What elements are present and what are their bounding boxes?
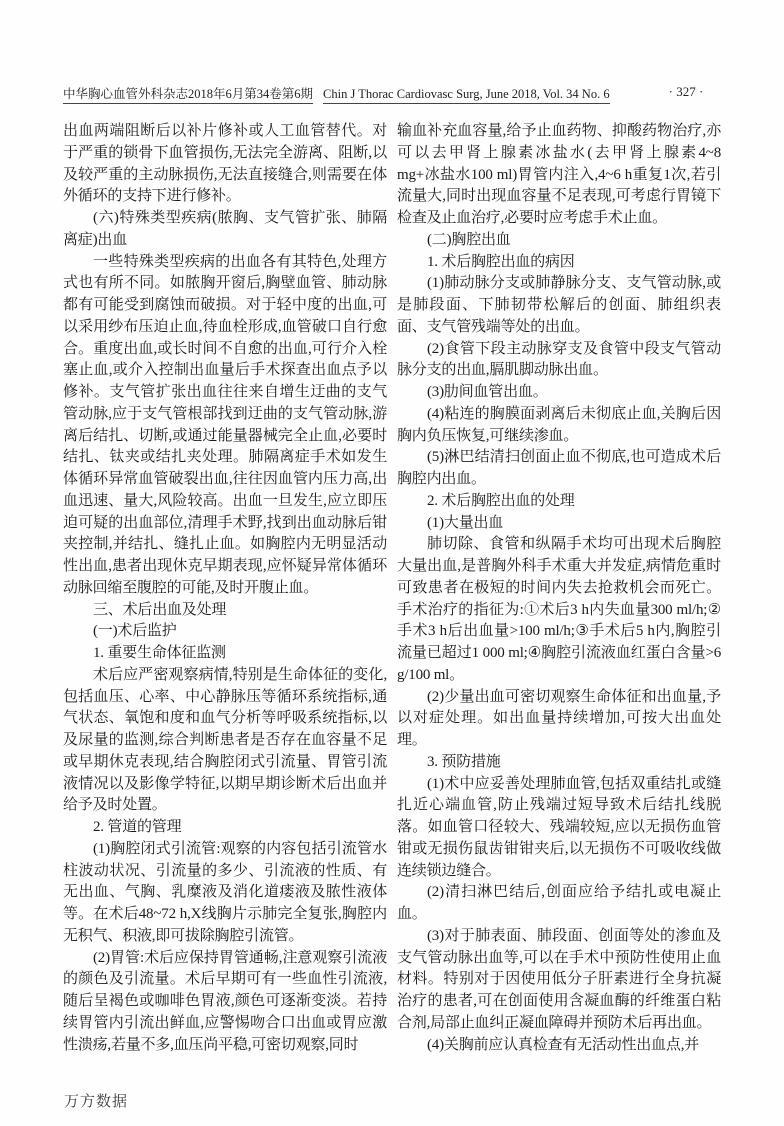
paragraph: (2)清扫淋巴结后,创面应给予结扎或电凝止血。 xyxy=(397,884,721,922)
paragraph: (二)胸腔出血 xyxy=(427,231,511,248)
paragraph: 2. 术后胸腔出血的处理 xyxy=(427,492,575,509)
paragraph: 2. 管道的管理 xyxy=(93,819,182,835)
paragraph: (4)粘连的胸膜面剥离后未彻底止血,关胸后因胸内负压恢复,可继续渗血。 xyxy=(397,405,721,444)
paragraph: (1)大量出血 xyxy=(427,514,504,531)
paragraph: 3. 预防措施 xyxy=(427,753,501,770)
paragraph: (2)胃管:术后应保持胃管通畅,注意观察引流液的颜色及引流量。术后早期可有一些血性引流液,随后呈褐色或咖啡色胃液,颜色可逐渐变淡。若持续胃管内引流出鲜血,应警惕吻合口出血或胃应激性溃疡,若量不多,血压尚平稳,可密切观察,同时 xyxy=(63,949,387,1053)
paragraph: (2)少量出血可密切观察生命体征和出血量,予以对症处理。如出血量持续增加,可按大出血处理。 xyxy=(397,688,721,748)
page-number: · 327 · xyxy=(668,84,704,99)
paragraph: 术后应严密观察病情,特别是生命体征的变化,包括血压、心率、中心静脉压等循环系统指标,通气状态、氧饱和度和血气分析等呼吸系统指标,以及尿量的监测,综合判断患者是否存在血容量不足或早期休克表现,结合胸腔闭式引流量、胃管引流液情况以及影像学特征,以期早期诊断术后出血并给予及时处置。 xyxy=(63,666,387,814)
paragraph: (2)食管下段主动脉穿支及食管中段支气管动脉分支的出血,膈肌脚动脉出血。 xyxy=(397,340,721,379)
paragraph: (六)特殊类型疾病(脓胸、支气管扩张、肺隔离症)出血 xyxy=(63,210,387,248)
page-header xyxy=(63,84,723,102)
journal-title-chinese: 中华胸心血管外科杂志2018年6月第34卷第6期 xyxy=(63,87,313,104)
paragraph: 输血补充血容量,给予止血药物、抑酸药物治疗,亦可以去甲肾上腺素冰盐水(去甲肾上腺素4~8 mg+冰盐水100 ml)胃管内注入,4~6 h重复1次,若引流量大,同时出现血容量不足表现,可考虑行胃镜下检查及止血治疗,必要时应考虑手术止血。 xyxy=(397,123,721,226)
paragraph: (3)肋间血管出血。 xyxy=(427,384,548,400)
paragraph: 三、术后出血及处理 xyxy=(93,601,227,618)
article-column-right xyxy=(397,121,721,1059)
paragraph: (1)肺动脉分支或肺静脉分支、支气管动脉,或是肺段面、下肺韧带松解后的创面、肺组织表面、支气管残端等处的出血。 xyxy=(397,275,721,335)
wanfang-watermark: 万方数据 xyxy=(64,1093,129,1110)
paragraph: 肺切除、食管和纵隔手术均可出现术后胸腔大量出血,是普胸外科手术重大并发症,病情危重时可致患者在极短的时间内失去抢救机会而死亡。手术治疗的指征为:①术后3 h内失血量300 ml/h;②手术3 h后出血量>100 ml/h;③手术后5 h内,胸腔引流量已超过1 000 ml;④胸腔引流液血红蛋白含量>6 g/100 ml。 xyxy=(397,536,721,683)
paragraph: (3)对于肺表面、肺段面、创面等处的渗血及支气管动脉出血等,可以在手术中预防性使用止血材料。特别对于因使用低分子肝素进行全身抗凝治疗的患者,可在创面使用含凝血酶的纤维蛋白粘合剂,局部止血纠正凝血障碍并预防术后再出血。 xyxy=(397,927,721,1031)
paragraph: (1)术中应妥善处理肺血管,包括双重结扎或缝扎近心端血管,防止残端过短导致术后结扎线脱落。如血管口径较大、残端较短,应以无损伤血管钳或无损伤鼠齿钳钳夹后,以无损伤不可吸收线做连续锁边缝合。 xyxy=(397,775,721,879)
paragraph: (4)关胸前应认真检查有无活动性出血点,并 xyxy=(427,1036,700,1053)
paragraph: (5)淋巴结清扫创面止血不彻底,也可造成术后胸腔内出血。 xyxy=(397,449,721,487)
article-column-left xyxy=(63,121,387,1059)
paragraph: 1. 重要生命体征监测 xyxy=(93,645,226,661)
paragraph: 一些特殊类型疾病的出血各有其特色,处理方式也有所不同。如脓胸开窗后,胸壁血管、肺动脉都有可能受到腐蚀而破损。对于轻中度的出血,可以采用纱布压迫止血,待血栓形成,血管破口自行愈合。重度出血,或长时间不自愈的出血,可行介入栓塞止血,或介入控制出血量后手术探查出血点予以修补。支气管扩张出血往往来自增生迂曲的支气管动脉,应于支气管根部找到迂曲的支气管动脉,游离后结扎、切断,或通过能量器械完全止血,必要时结扎、钛夹或结扎夹处理。肺隔离症手术如发生体循环异常血管破裂出血,往往因血管内压力高,出血迅速、量大,风险较高。出血一旦发生,应立即压迫可疑的出血部位,清理手术野,找到出血动脉后钳夹控制,并结扎、缝扎止血。如胸腔内无明显活动性出血,患者出现休克早期表现,应怀疑异常体循环动脉回缩至腹腔的可能,及时开腹止血。 xyxy=(63,253,387,596)
journal-title-english: Chin J Thorac Cardiovasc Surg, June 2018, Vol. 34 No. 6 xyxy=(323,87,610,104)
paragraph: 1. 术后胸腔出血的病因 xyxy=(427,253,575,270)
paragraph: 出血两端阻断后以补片修补或人工血管替代。对于严重的锁骨下血管损伤,无法完全游离、阻断,以及较严重的主动脉损伤,无法直接缝合,则需要在体外循环的支持下进行修补。 xyxy=(63,123,387,205)
paragraph: (一)术后监护 xyxy=(93,623,177,640)
paragraph: (1)胸腔闭式引流管:观察的内容包括引流管水柱波动状况、引流量的多少、引流液的性质、有无出血、气胸、乳糜液及消化道瘘液及脓性液体等。在术后48~72 h,X线胸片示肺完全复张,胸腔内无积气、积液,即可拔除胸腔引流管。 xyxy=(63,840,387,944)
